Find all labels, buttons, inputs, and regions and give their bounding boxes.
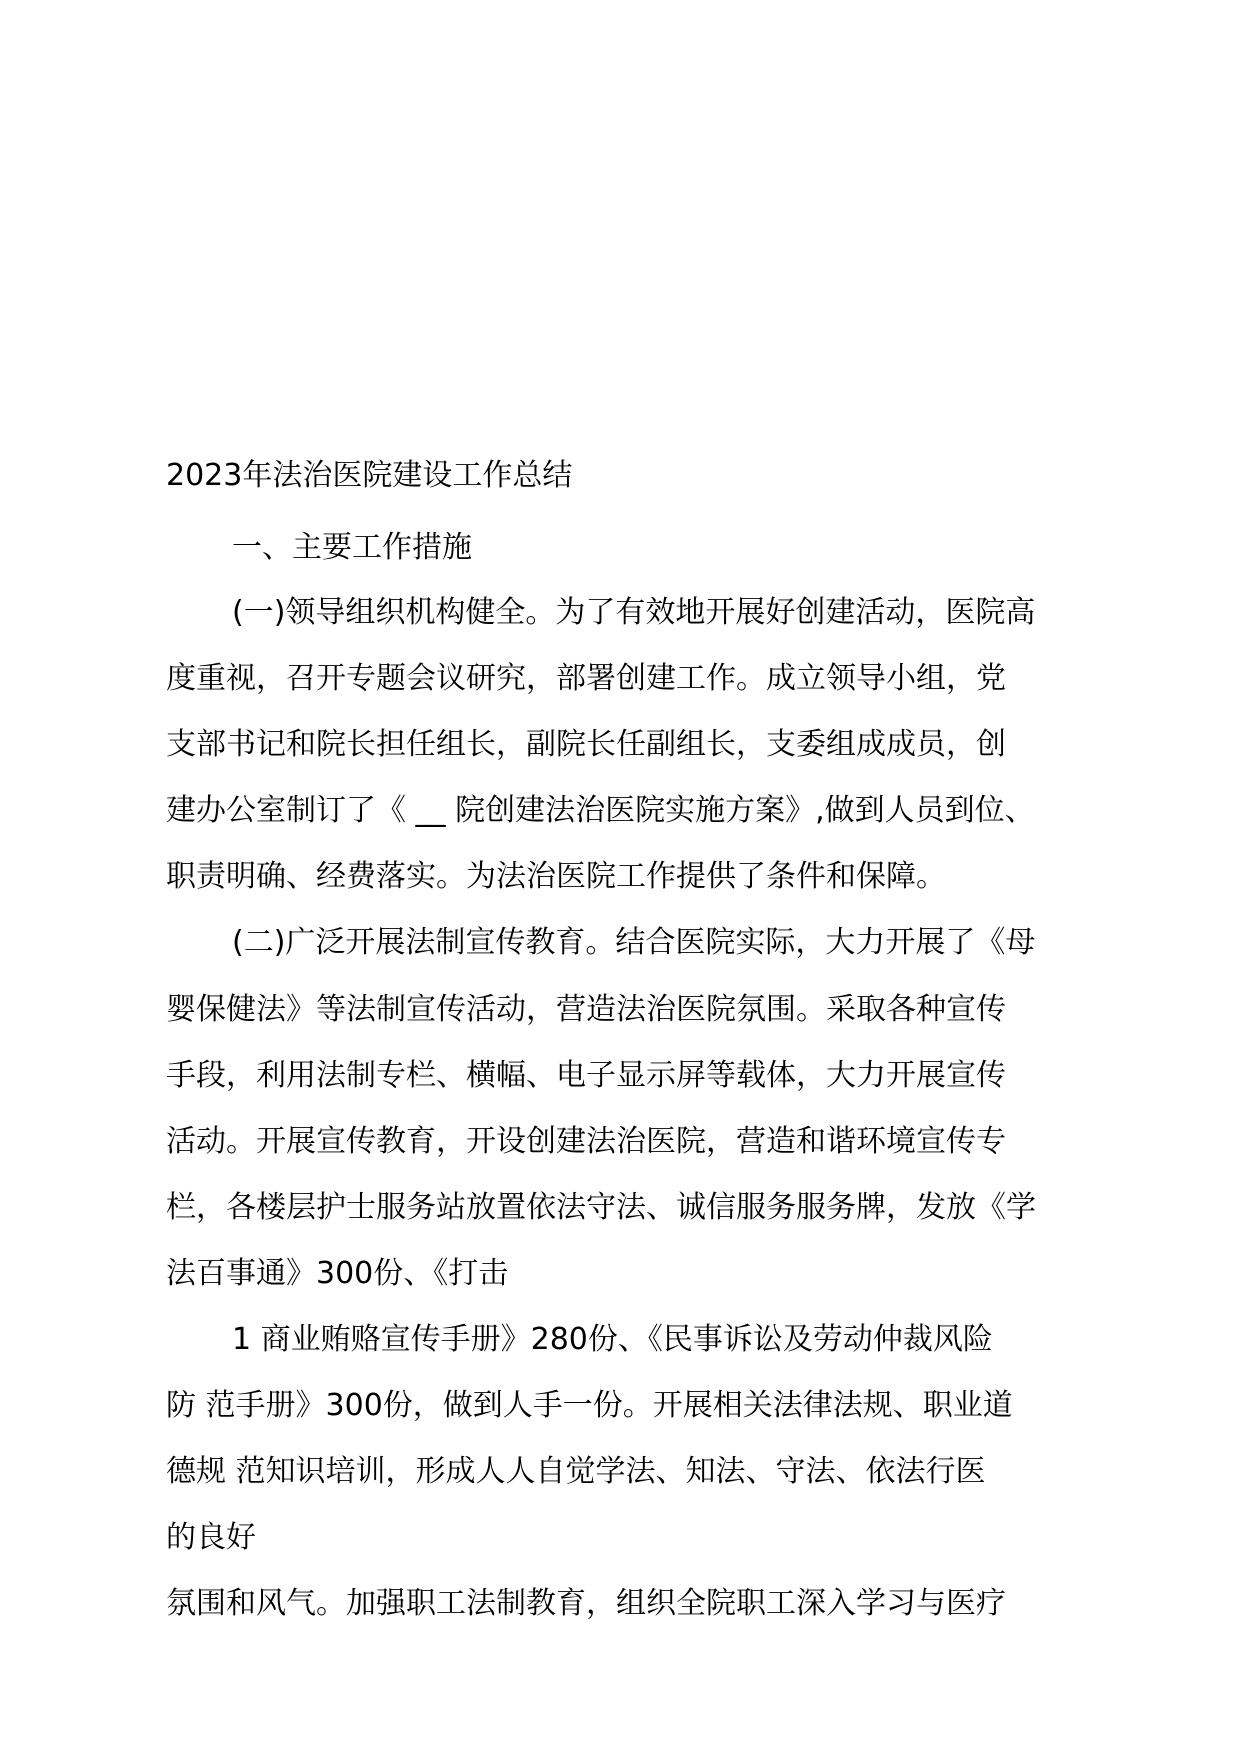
paragraph-line: 度重视，召开专题会议研究，部署创建工作。成立领导小组，党 (166, 661, 1006, 696)
paragraph-line: 1 商业贿赂宣传手册》280份、《民事诉讼及劳动仲裁风险 (232, 1322, 993, 1357)
paragraph-line: 婴保健法》等法制宣传活动，营造法治医院氛围。采取各种宣传 (166, 992, 1006, 1027)
paragraph-line: 建办公室制订了《 __ 院创建法治医院实施方案》,做到人员到位、 (166, 793, 1035, 828)
paragraph-line: 活动。开展宣传教育，开设创建法治医院，营造和谐环境宣传专 (166, 1124, 1006, 1159)
paragraph-line: 氛围和风气。加强职工法制教育，组织全院职工深入学习与医疗 (166, 1586, 1006, 1621)
paragraph-line: 职责明确、经费落实。为法治医院工作提供了条件和保障。 (166, 859, 946, 894)
paragraph-line: 支部书记和院长担任组长，副院长任副组长，支委组成成员，创 (166, 727, 1006, 762)
paragraph-line: 德规 范知识培训，形成人人自觉学法、知法、守法、依法行医 (166, 1454, 986, 1489)
section-heading: 一、主要工作措施 (232, 530, 472, 565)
paragraph-line: 栏，各楼层护士服务站放置依法守法、诚信服务服务牌，发放《学 (166, 1190, 1036, 1225)
paragraph-line: (一)领导组织机构健全。为了有效地开展好创建活动，医院高 (232, 595, 1036, 630)
paragraph-line: 防 范手册》300份，做到人手一份。开展相关法律法规、职业道 (166, 1388, 1013, 1423)
paragraph-line: 法百事通》300份、《打击 (166, 1256, 509, 1291)
paragraph-line: 手段，利用法制专栏、横幅、电子显示屏等载体，大力开展宣传 (166, 1058, 1006, 1093)
paragraph-line: 的良好 (166, 1520, 256, 1555)
document-title: 2023年法治医院建设工作总结 (166, 458, 573, 493)
paragraph-line: (二)广泛开展法制宣传教育。结合医院实际，大力开展了《母 (232, 925, 1036, 960)
